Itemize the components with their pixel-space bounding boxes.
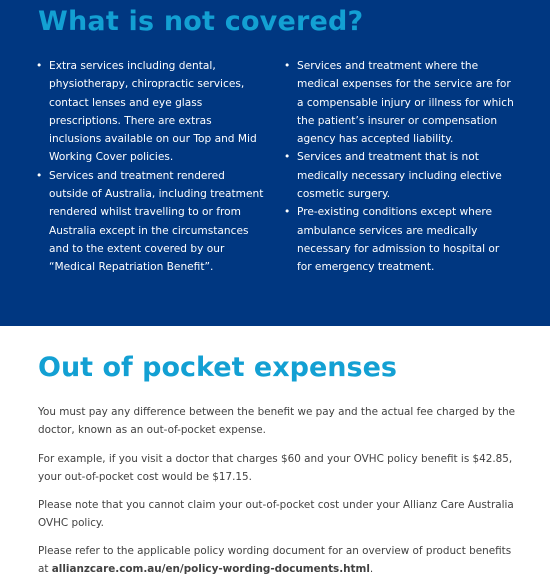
- bullet-icon: •: [36, 60, 43, 72]
- out-of-pocket-paragraph-2: For example, if you visit a doctor that charges $60 and your OVHC policy benefit is $42.85, your out-of-pocket cost would be $17.15.: [38, 453, 513, 484]
- out-of-pocket-paragraph-3: Please note that you cannot claim your out-of-pocket cost under your Allianz Care Australia OVHC policy.: [38, 499, 514, 530]
- list-item-text: Pre-existing conditions except where ambulance services are medically necessary for admission to hospital or for emergency treatment.: [297, 206, 500, 274]
- not-covered-list-right: [284, 57, 514, 277]
- paragraph-4-prefix: Please refer to the applicable policy wording document for an overview of product benefits at: [38, 545, 512, 576]
- out-of-pocket-paragraph-4: [38, 542, 518, 578]
- list-item: [36, 167, 266, 277]
- list-item: [284, 57, 514, 148]
- list-item: [284, 203, 514, 276]
- out-of-pocket-paragraph-1: You must pay any difference between the benefit we pay and the actual fee charged by the doctor, known as an out-of-pocket expense.: [38, 406, 516, 437]
- list-item: [284, 148, 514, 203]
- list-item-text: Services and treatment that is not medically necessary including elective cosmetic surgery.: [297, 151, 502, 201]
- bullet-icon: •: [36, 169, 43, 182]
- not-covered-title: What is not covered?: [38, 6, 364, 37]
- list-item-text: Services and treatment where the medical expenses for the service are for a compensable injury or illness for which the patient’s insurer or compensation agency has accepted liability.: [297, 60, 514, 146]
- bullet-icon: •: [284, 206, 291, 219]
- not-covered-list-left: [36, 57, 266, 277]
- list-item-text: Services and treatment rendered outside of Australia, including treatment rendered whilst travelling to or from Australia except in the circumstances and to the extent covered by our “Medical Repatriation Benefit”.: [49, 169, 264, 274]
- policy-wording-link[interactable]: allianzcare.com.au/en/policy-wording-documents.html: [51, 563, 370, 576]
- out-of-pocket-title: Out of pocket expenses: [38, 352, 397, 383]
- bullet-icon: •: [284, 151, 291, 164]
- list-item-text: Extra services including dental, physiotherapy, chiropractic services, contact lenses and eye glass prescriptions. There are extras inclusions available on our Top and Mid Working Cover policies.: [49, 60, 257, 164]
- list-item: [36, 57, 266, 167]
- bullet-icon: •: [284, 60, 291, 72]
- paragraph-4-suffix: .: [369, 563, 374, 576]
